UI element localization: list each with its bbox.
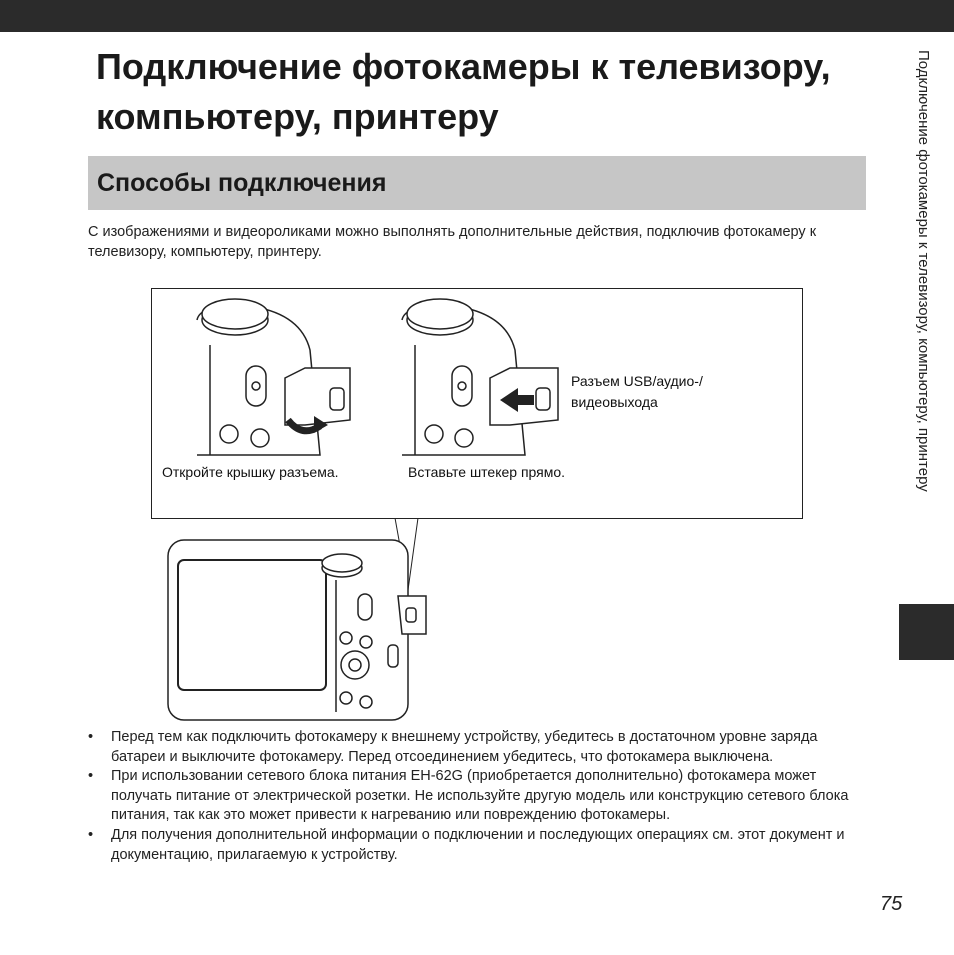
page-title: Подключение фотокамеры к телевизору, компьютеру, принтеру (96, 46, 831, 137)
bullet-marker: • (88, 768, 94, 785)
page-number: 75 (880, 893, 903, 915)
connector-label-line1: Разъем USB/аудио-/ (571, 373, 703, 389)
list-item-text: Для получения дополнительной информации о подключении и последующих операциях см. этот документ и документацию, прилагаемую к устройству. (111, 826, 845, 863)
bullet-marker: • (88, 826, 94, 843)
notes-list (88, 728, 870, 865)
list-item-text: При использовании сетевого блока питания EH-62G (приобретается дополнительно) фотокамера может получать питание от электрической розетки. Не используйте другую модель или конструкцию сетевого блока питания, так как это может привести к нагреванию или повреждению фотокамеры. (111, 768, 849, 824)
chapter-tab (899, 604, 954, 660)
list-item (88, 767, 870, 826)
list-item-text: Перед тем как подключить фотокамеру к внешнему устройству, убедитесь в достаточном уровне заряда батареи и выключите фотокамеру. Перед отсоединением убедитесь, что фотокамера выключена. (111, 729, 818, 765)
section-heading: Способы подключения (97, 169, 387, 197)
connector-label-line2: видеовыхода (571, 394, 658, 410)
bullet-marker: • (88, 729, 94, 745)
list-item (88, 728, 870, 767)
intro-paragraph: С изображениями и видеороликами можно выполнять дополнительные действия, подключив фотокамеру к телевизору, компьютеру, принтеру. (88, 224, 817, 260)
chapter-side-label: Подключение фотокамеры к телевизору, компьютеру, принтеру (915, 50, 932, 492)
caption-open-cover: Откройте крышку разъема. (162, 464, 339, 480)
caption-insert-plug: Вставьте штекер прямо. (408, 464, 566, 480)
list-item (88, 826, 870, 865)
